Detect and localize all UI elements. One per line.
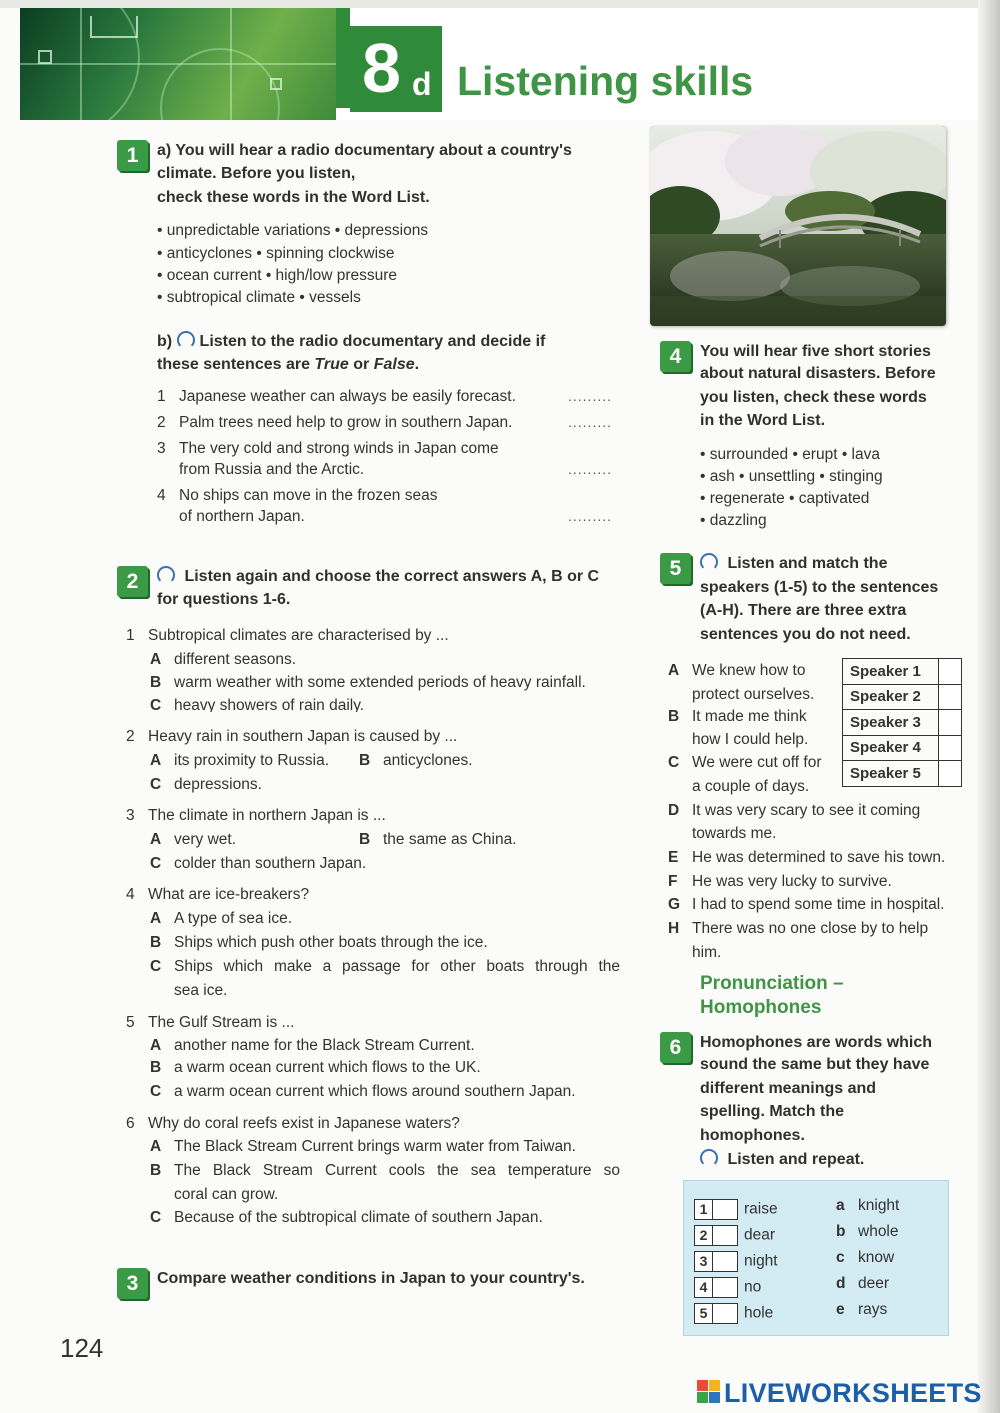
homophone-matching-box xyxy=(683,1180,949,1336)
match-sentence-g xyxy=(668,893,944,916)
sentence-continuation: towards me. xyxy=(692,825,777,842)
item-number: 1 xyxy=(694,1199,713,1220)
page-number: 124 xyxy=(60,1333,104,1363)
option-text: colder than southern Japan. xyxy=(174,855,367,872)
homophone-left-item xyxy=(694,1199,778,1220)
speaker-row xyxy=(843,761,962,787)
ex5-instruction-text: Listen and match the xyxy=(723,555,888,572)
ex1b-or: or xyxy=(348,356,374,373)
ex4-instruction-line: you listen, check these words xyxy=(700,389,927,406)
ex1b-true-word: True xyxy=(314,356,349,373)
sentence-continuation: protect ourselves. xyxy=(692,686,815,703)
question-text: The Gulf Stream is ... xyxy=(148,1014,295,1031)
question-text: What are ice-breakers? xyxy=(148,886,310,903)
option-letter: C xyxy=(150,1083,162,1100)
homophone-word: deer xyxy=(858,1275,890,1292)
unit-number: 8 xyxy=(362,29,399,107)
homophone-answer-box[interactable] xyxy=(713,1225,738,1246)
page-top-edge xyxy=(0,0,1000,8)
match-sentence-e xyxy=(668,846,945,869)
unit-letter: d xyxy=(412,66,432,102)
option-text: very wet. xyxy=(174,831,237,848)
photo-illustration xyxy=(650,126,946,326)
ex3-instruction: Compare weather conditions in Japan to your country's. xyxy=(157,1270,585,1287)
option-letter: C xyxy=(150,958,162,975)
item-letter: e xyxy=(836,1301,845,1318)
homophone-word: no xyxy=(744,1278,762,1296)
sentence-continuation: a couple of days. xyxy=(692,778,810,795)
speaker-answer-cell[interactable] xyxy=(939,761,962,787)
match-sentence-f xyxy=(668,870,892,893)
option-text: depressions. xyxy=(174,776,262,793)
tf-item-3 xyxy=(157,437,499,460)
question-text: The climate in northern Japan is ... xyxy=(148,807,386,824)
option-letter: B xyxy=(150,934,162,951)
liveworksheets-logo-text[interactable]: LIVEWORKSHEETS xyxy=(724,1378,982,1408)
option-text: A type of sea ice. xyxy=(174,910,293,927)
option-letter: B xyxy=(359,831,371,848)
mc-option[interactable] xyxy=(150,1056,481,1079)
ex4-word-list-line: • surrounded • erupt • lava xyxy=(700,446,880,463)
option-text: heavy showers of rain daily. xyxy=(174,697,365,712)
ex6-instruction-line: different meanings and xyxy=(700,1080,877,1097)
item-number: 5 xyxy=(694,1303,713,1324)
pronunciation-heading-line1: Pronunciation – xyxy=(700,973,844,994)
sentence-text: We were cut off for xyxy=(692,754,822,771)
pronunciation-heading xyxy=(700,972,844,1020)
homophone-word: knight xyxy=(858,1197,900,1214)
unit-header xyxy=(20,8,978,120)
option-text: its proximity to Russia. xyxy=(174,752,330,769)
ex1b-label: b) xyxy=(157,333,177,350)
audio-icon xyxy=(700,553,718,571)
header-divider xyxy=(336,8,350,108)
question-text: Subtropical climates are characterised by ... xyxy=(148,627,449,644)
item-number: 3 xyxy=(157,440,166,457)
mc-option[interactable] xyxy=(150,1159,620,1182)
question-text: Heavy rain in southern Japan is caused by ... xyxy=(148,728,458,745)
exercise-5-badge: 5 xyxy=(660,553,691,584)
homophone-right-item xyxy=(836,1249,894,1267)
ex1-word-list-line: • ocean current • high/low pressure xyxy=(157,267,398,284)
exercise-3-badge: 3 xyxy=(117,1268,148,1299)
homophone-word: whole xyxy=(858,1223,899,1240)
speaker-row xyxy=(843,710,962,736)
option-letter: C xyxy=(150,1209,162,1226)
option-text: Because of the subtropical climate of southern Japan. xyxy=(174,1209,543,1226)
tf-answer-blank-1[interactable]: ......... xyxy=(568,388,613,404)
option-text: a warm ocean current which flows to the UK. xyxy=(174,1059,481,1076)
option-letter: B xyxy=(150,674,162,691)
homophone-right-item xyxy=(836,1301,887,1319)
ex4-word-list-line: • dazzling xyxy=(700,512,767,529)
mc-option[interactable] xyxy=(150,773,262,796)
ex6-listen-repeat xyxy=(700,1148,864,1171)
option-text: The Black Stream Current brings warm water from Taiwan. xyxy=(174,1138,576,1155)
item-letter: c xyxy=(836,1249,845,1266)
tf-item-4 xyxy=(157,484,437,507)
mc-question-6 xyxy=(126,1112,460,1135)
sentence-continuation: him. xyxy=(692,944,722,961)
question-number: 2 xyxy=(126,728,135,745)
sentence-text: There was no one close by to help xyxy=(692,920,929,937)
ex1b-period: . xyxy=(414,356,420,373)
homophone-answer-box[interactable] xyxy=(713,1303,738,1324)
sentence-letter: A xyxy=(668,662,680,679)
item-text: Palm trees need help to grow in southern Japan. xyxy=(179,414,513,431)
audio-icon xyxy=(700,1149,718,1167)
mc-option-continuation: coral can grow. xyxy=(174,1186,279,1203)
option-text: another name for the Black Stream Current. xyxy=(174,1037,475,1054)
sentence-letter: C xyxy=(668,754,680,771)
item-number: 4 xyxy=(694,1277,713,1298)
item-number: 3 xyxy=(694,1251,713,1272)
homophone-answer-box[interactable] xyxy=(713,1199,738,1220)
question-number: 1 xyxy=(126,627,135,644)
option-text: different seasons. xyxy=(174,651,297,668)
option-text: anticyclones. xyxy=(383,752,473,769)
tf-answer-blank-2[interactable]: ......... xyxy=(568,414,613,430)
speaker-answer-cell[interactable] xyxy=(939,735,962,761)
item-number: 2 xyxy=(157,414,166,431)
audio-icon xyxy=(157,566,175,584)
audio-icon xyxy=(177,331,195,349)
option-letter: A xyxy=(150,1037,162,1054)
speaker-label: Speaker 3 xyxy=(843,710,939,736)
speaker-answer-cell[interactable] xyxy=(939,710,962,736)
speaker-answer-cell[interactable] xyxy=(939,684,962,710)
ex2-instruction-line2: for questions 1-6. xyxy=(157,591,291,608)
ex1b-instruction-line1 xyxy=(157,330,545,353)
mc-option[interactable] xyxy=(150,828,236,851)
exercise-1-badge: 1 xyxy=(117,140,148,171)
homophone-word: dear xyxy=(744,1226,776,1244)
ex5-instruction-line: speakers (1-5) to the sentences xyxy=(700,579,939,596)
question-number: 6 xyxy=(126,1115,135,1132)
ex2-instruction-line1 xyxy=(157,565,599,588)
tf-answer-blank-3[interactable]: ......... xyxy=(568,461,613,477)
header-decoration xyxy=(20,8,336,120)
sentence-continuation: how I could help. xyxy=(692,731,809,748)
sentence-text: He was determined to save his town. xyxy=(692,849,946,866)
sentence-letter: H xyxy=(668,920,680,937)
item-number: 2 xyxy=(694,1225,713,1246)
match-sentence-a xyxy=(668,659,805,682)
mc-question-3 xyxy=(126,804,386,827)
item-letter: a xyxy=(836,1197,845,1214)
item-letter: d xyxy=(836,1275,846,1292)
question-number: 4 xyxy=(126,886,135,903)
tf-answer-blank-4[interactable]: ......... xyxy=(568,508,613,524)
sentence-letter: G xyxy=(668,896,681,913)
mc-question-2 xyxy=(126,725,457,748)
mc-option[interactable] xyxy=(150,1206,543,1229)
option-text: Ships which make a passage for other boats through the xyxy=(174,958,620,975)
option-text: warm weather with some extended periods of heavy rainfall. xyxy=(174,674,586,691)
match-sentence-d xyxy=(668,799,920,822)
mc-option[interactable] xyxy=(150,907,292,930)
ex1-word-list-line: • subtropical climate • vessels xyxy=(157,289,361,306)
item-letter: b xyxy=(836,1223,846,1240)
ex1a-instruction-line1: a) You will hear a radio documentary about a country's xyxy=(157,142,572,159)
tf-item-2 xyxy=(157,411,512,434)
item-text: The very cold and strong winds in Japan come xyxy=(179,440,499,457)
homophone-word: know xyxy=(858,1249,895,1266)
homophone-word: raise xyxy=(744,1200,778,1218)
japanese-garden-photo xyxy=(650,126,946,326)
option-text: the same as China. xyxy=(383,831,517,848)
tf-item-4-line2: of northern Japan. xyxy=(179,508,305,525)
sentence-text: I had to spend some time in hospital. xyxy=(692,896,945,913)
mc-option[interactable] xyxy=(150,955,620,978)
ex4-word-list-line: • ash • unsettling • stinging xyxy=(700,468,883,485)
ex6-instruction-line: spelling. Match the xyxy=(700,1103,845,1120)
mc-option[interactable] xyxy=(150,931,488,954)
exercise-4-badge: 4 xyxy=(660,341,691,372)
sentence-text: He was very lucky to survive. xyxy=(692,873,892,890)
mc-option[interactable] xyxy=(359,828,517,851)
mc-option[interactable] xyxy=(359,749,473,772)
sentence-letter: E xyxy=(668,849,679,866)
option-letter: A xyxy=(150,831,162,848)
mc-question-4 xyxy=(126,883,309,906)
option-text: The Black Stream Current cools the sea temperature so xyxy=(174,1162,620,1179)
homophone-word: rays xyxy=(858,1301,888,1318)
ex6-instruction-line: homophones. xyxy=(700,1127,805,1144)
mc-question-1 xyxy=(126,624,449,647)
speaker-label: Speaker 2 xyxy=(843,684,939,710)
option-letter: C xyxy=(150,855,162,872)
option-letter: A xyxy=(150,910,162,927)
item-number: 4 xyxy=(157,487,166,504)
option-letter: A xyxy=(150,651,162,668)
mc-option[interactable] xyxy=(150,671,586,694)
option-letter: C xyxy=(150,697,162,712)
homophone-left-item xyxy=(694,1303,773,1324)
mc-option[interactable] xyxy=(150,749,329,772)
listen-repeat-text: Listen and repeat. xyxy=(723,1151,865,1168)
sentence-letter: F xyxy=(668,873,678,890)
pronunciation-heading-line2: Homophones xyxy=(700,997,822,1018)
ex1b-false-word: False xyxy=(373,356,415,373)
ex4-instruction-line: in the Word List. xyxy=(700,412,826,429)
ex6-instruction-line: Homophones are words which xyxy=(700,1034,933,1051)
homophone-answer-box[interactable] xyxy=(713,1277,738,1298)
tf-item-3-line2: from Russia and the Arctic. xyxy=(179,461,365,478)
ex5-instruction-line: sentences you do not need. xyxy=(700,626,911,643)
mc-option[interactable] xyxy=(150,1080,576,1103)
question-number: 3 xyxy=(126,807,135,824)
option-letter: C xyxy=(150,776,162,793)
match-sentence-h xyxy=(668,917,928,940)
mc-option-continuation: sea ice. xyxy=(174,982,228,999)
page-title: Listening skills xyxy=(457,58,754,104)
ex5-instruction-line xyxy=(700,552,887,575)
option-text: Ships which push other boats through the ice. xyxy=(174,934,488,951)
ex4-word-list-line: • regenerate • captivated xyxy=(700,490,870,507)
homophone-right-item xyxy=(836,1275,889,1293)
option-text: a warm ocean current which flows around southern Japan. xyxy=(174,1083,576,1100)
ex2-instruction-text: Listen again and choose the correct answers A, B or C xyxy=(180,568,600,585)
speaker-row xyxy=(843,659,962,685)
tf-item-1 xyxy=(157,385,516,408)
item-text: Japanese weather can always be easily forecast. xyxy=(179,388,516,405)
sentence-text: It was very scary to see it coming xyxy=(692,802,921,819)
homophone-right-item xyxy=(836,1197,899,1215)
mc-option[interactable] xyxy=(150,1135,576,1158)
speaker-label: Speaker 4 xyxy=(843,735,939,761)
match-sentence-c xyxy=(668,751,822,774)
ex1b-instruction-line2 xyxy=(157,353,419,376)
speaker-answer-cell[interactable] xyxy=(939,659,962,685)
speaker-row xyxy=(843,735,962,761)
exercise-6-badge: 6 xyxy=(660,1032,691,1063)
speaker-row xyxy=(843,684,962,710)
homophone-left-item xyxy=(694,1277,761,1298)
ex6-instruction-line: sound the same but they have xyxy=(700,1056,930,1073)
question-text: Why do coral reefs exist in Japanese waters? xyxy=(148,1115,460,1132)
homophone-word: night xyxy=(744,1252,778,1270)
homophone-word: hole xyxy=(744,1304,774,1322)
sentence-letter: D xyxy=(668,802,680,819)
ex1-word-list-line: • anticyclones • spinning clockwise xyxy=(157,245,395,262)
homophone-left-item xyxy=(694,1251,778,1272)
homophone-answer-box[interactable] xyxy=(713,1251,738,1272)
homophone-right-item xyxy=(836,1223,899,1241)
ex5-instruction-line: (A-H). There are three extra xyxy=(700,602,907,619)
option-letter: B xyxy=(150,1162,162,1179)
mc-option[interactable] xyxy=(150,852,366,875)
mc-option[interactable] xyxy=(150,1034,475,1057)
mc-option[interactable] xyxy=(150,648,296,671)
item-number: 1 xyxy=(157,388,166,405)
option-letter: A xyxy=(150,752,162,769)
speaker-label: Speaker 1 xyxy=(843,659,939,685)
sentence-text: We knew how to xyxy=(692,662,806,679)
mc-option[interactable] xyxy=(150,694,364,712)
exercise-2-badge: 2 xyxy=(117,566,148,597)
speaker-label: Speaker 5 xyxy=(843,761,939,787)
page-binding-edge xyxy=(978,0,1000,1413)
item-text: No ships can move in the frozen seas xyxy=(179,487,438,504)
ex4-instruction-line: You will hear five short stories xyxy=(700,343,931,360)
sentence-letter: B xyxy=(668,708,680,725)
liveworksheets-logo-icon xyxy=(697,1380,721,1404)
homophone-left-item xyxy=(694,1225,775,1246)
option-letter: B xyxy=(150,1059,162,1076)
ex1a-instruction-line3: check these words in the Word List. xyxy=(157,189,430,206)
ex1b-instruction-text: Listen to the radio documentary and decide if xyxy=(199,333,546,350)
ex1b-text: these sentences are xyxy=(157,356,315,373)
option-letter: A xyxy=(150,1138,162,1155)
ex4-instruction-line: about natural disasters. Before xyxy=(700,365,936,382)
option-letter: B xyxy=(359,752,371,769)
ex1-word-list-line: • unpredictable variations • depressions xyxy=(157,222,429,239)
mc-question-5 xyxy=(126,1011,294,1034)
sentence-text: It made me think xyxy=(692,708,807,725)
ex1a-instruction-line2: climate. Before you listen, xyxy=(157,165,356,182)
match-sentence-b xyxy=(668,705,807,728)
speaker-answer-table xyxy=(842,658,962,787)
question-number: 5 xyxy=(126,1014,135,1031)
